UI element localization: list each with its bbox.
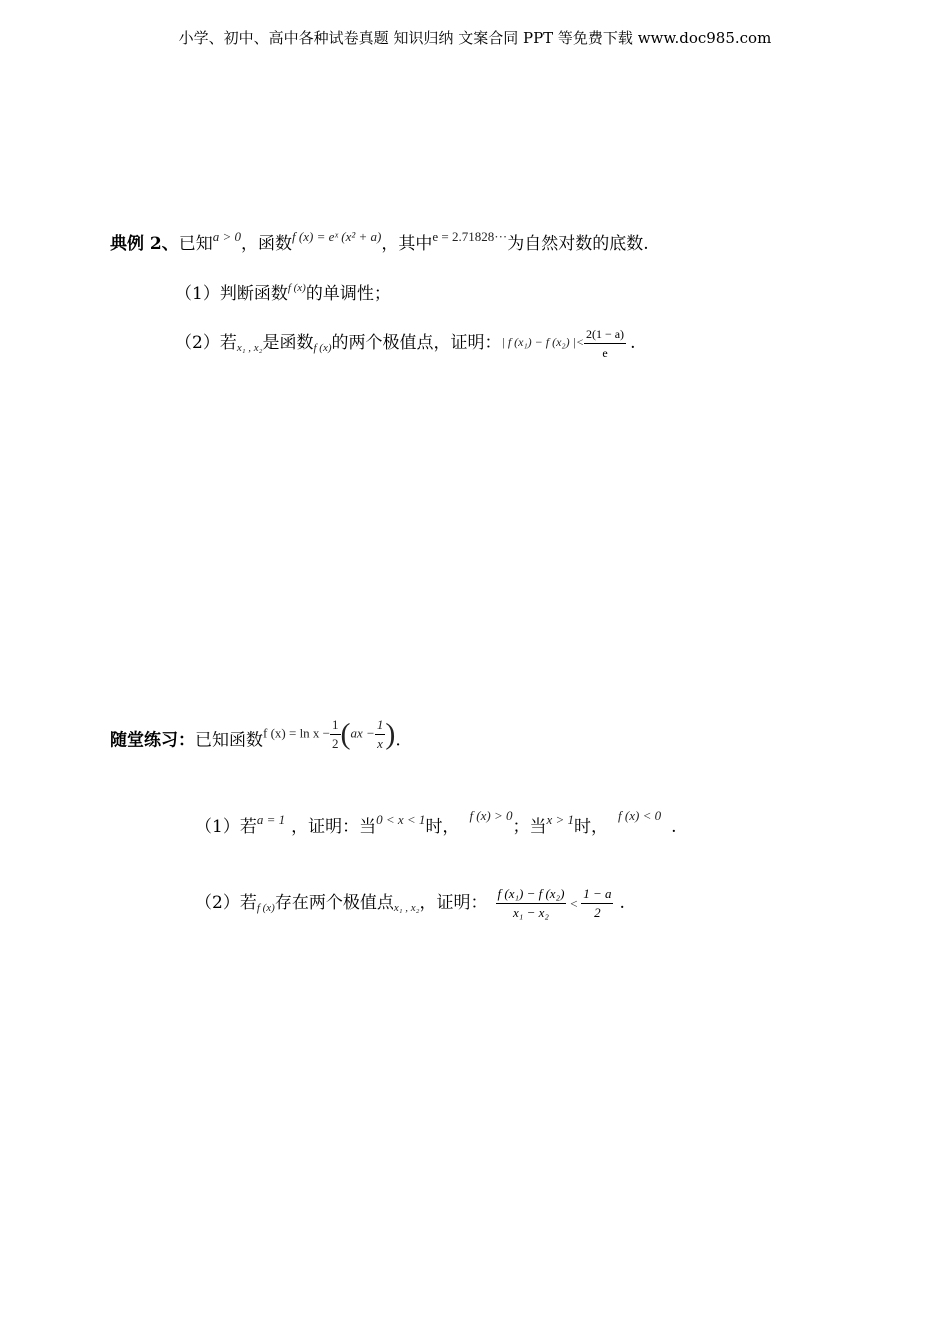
math-a-positive: a > 0 — [212, 229, 242, 244]
math-fx: f (x) — [287, 282, 306, 294]
fraction-denominator: 2 — [332, 736, 339, 751]
question-text: 时， — [574, 817, 609, 837]
math-fraction-half — [330, 716, 341, 753]
page-header: 小学、初中、高中各种试卷真题 知识归纳 文案合同 PPT 等免费下载 www.doc985.com — [178, 29, 772, 47]
math-x1-x2: x₁ , x₂ — [236, 342, 263, 354]
math-x1-x2: x₁ , x₂ — [393, 902, 420, 914]
question-text: ，证明：当 — [291, 817, 377, 837]
math-less-than: < — [569, 896, 579, 911]
question-text: 的两个极值点，证明： — [331, 333, 502, 353]
example-text: ，函数 — [241, 234, 293, 254]
fraction-numerator: 1 — [330, 716, 341, 735]
question-text: （2）若 — [195, 893, 257, 913]
math-interval: 0 < x < 1 — [376, 812, 426, 827]
example-question-2 — [175, 325, 635, 362]
math-fx-negative: f (x) < 0 — [618, 808, 662, 823]
example-text: ，其中 — [381, 234, 433, 254]
fraction-numerator: f (x₁) − f (x₂) — [496, 885, 567, 904]
math-abs-difference: | f (x₁) − f (x₂) |< — [501, 335, 584, 349]
practice-label: 随堂练习： — [110, 730, 195, 751]
question-text: 的单调性； — [305, 284, 391, 304]
practice-question-1 — [195, 808, 677, 840]
example-statement — [110, 229, 649, 257]
fraction-numerator: 1 − a — [581, 885, 613, 904]
math-function-def: f (x) = eˣ (x² + a) — [292, 229, 382, 244]
fraction-denominator: 2 — [594, 905, 601, 920]
math-function-def — [263, 716, 395, 753]
question-text: ；当 — [512, 817, 547, 837]
question-text: （2）若 — [175, 333, 237, 353]
question-text: ，证明： — [419, 893, 488, 913]
fraction-denominator: x₁ − x₂ — [513, 905, 549, 920]
practice-question-2 — [195, 885, 625, 922]
math-fx: f (x) — [313, 342, 332, 354]
question-text: （1）判断函数 — [175, 284, 288, 304]
math-difference-quotient — [496, 885, 567, 922]
paren-close: ) — [385, 717, 396, 751]
math-fraction — [584, 325, 626, 362]
question-end: . — [671, 817, 677, 837]
math-rhs-fraction — [581, 885, 613, 922]
math-lhs: f (x) = ln x − — [263, 725, 331, 741]
math-fraction-inverse — [375, 716, 386, 753]
question-end: . — [630, 333, 636, 353]
fraction-numerator: 1 — [375, 716, 386, 735]
question-text: （1）若 — [195, 817, 257, 837]
math-e-value: e = 2.71828··· — [432, 229, 508, 244]
math-a-equals-1: a = 1 — [256, 812, 286, 827]
math-fx-positive: f (x) > 0 — [469, 808, 513, 823]
math-inner: ax − — [350, 725, 375, 741]
question-text: 时， — [425, 817, 460, 837]
math-x-gt-1: x > 1 — [546, 812, 575, 827]
question-text: 存在两个极值点 — [274, 893, 394, 913]
question-end: . — [619, 893, 625, 913]
question-text: 是函数 — [262, 333, 314, 353]
example-text: 为自然对数的底数. — [507, 234, 649, 254]
practice-end: . — [395, 730, 401, 751]
practice-statement — [110, 717, 401, 761]
fraction-denominator: x — [377, 736, 383, 751]
fraction-numerator: 2(1 − a) — [584, 325, 626, 344]
example-label: 典例 2、 — [110, 234, 179, 254]
paren-open: ( — [340, 717, 351, 751]
example-question-1 — [175, 282, 391, 308]
example-text: 已知 — [178, 234, 213, 254]
math-fx: f (x) — [256, 902, 275, 914]
practice-text: 已知函数 — [195, 730, 263, 751]
fraction-denominator: e — [602, 346, 608, 360]
